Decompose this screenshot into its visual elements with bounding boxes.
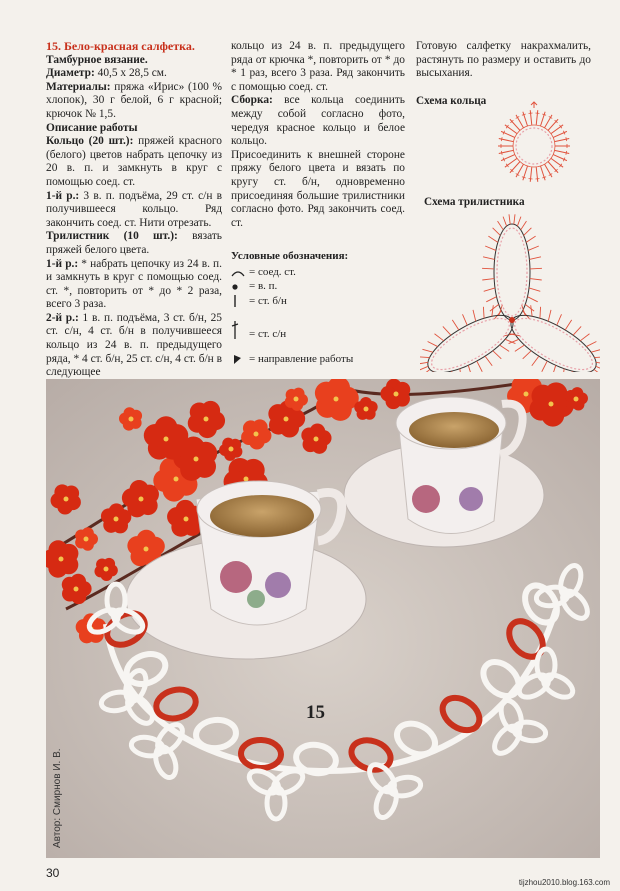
chain-stitch-icon: [231, 282, 245, 292]
assembly-instructions-2: Присоединить к внешней стороне пряжу белого цвета и вязать по кругу ст. б/н, одновременно присоединяя большие трилистники согласно фото. Ряд закончить соед. ст.: [231, 148, 405, 229]
slip-stitch-icon: [231, 268, 245, 278]
column-2: [231, 40, 405, 230]
trefoil-instructions: Трилистник (10 шт.): вязать пряжей белого цвета.: [46, 230, 222, 256]
article-title: 15. Бело-красная салфетка.: [46, 39, 195, 53]
materials-line: Материалы: пряжа «Ирис» (100 % хлопок), 30 г белой, 6 г красной; крючок № 1,5.: [46, 80, 222, 120]
page-number: 30: [46, 866, 60, 880]
description-heading: Описание работы: [46, 121, 138, 134]
diameter-line: Диаметр: 40,5 х 28,5 см.: [46, 67, 167, 80]
author-credit: Автор: Смирнов И. В.: [52, 748, 63, 848]
trefoil-scheme-title: Схема трилистника: [424, 196, 525, 208]
ring-scheme-diagram: [478, 100, 590, 192]
legend-title: Условные обозначения:: [231, 250, 349, 262]
single-crochet-icon: [231, 294, 245, 308]
double-crochet-icon: [231, 320, 245, 340]
ring-instructions: Кольцо (20 шт.): пряжей красного (белого) цветов набрать цепочку из 20 в. п. и замкнуть в круг с помощью соед. ст.: [46, 135, 223, 188]
trefoil-scheme-diagram: [420, 212, 600, 372]
technique-subtitle: Тамбурное вязание.: [46, 53, 148, 66]
finishing-instructions: Готовую салфетку накрахмалить, растянуть по размеру и оставить до высыхания.: [416, 40, 591, 80]
trefoil-row-2: 2-й р.: 1 в. п. подъёма, 3 ст. б/н, 25 ст. с/н, 4 ст. б/н в получившееся кольцо из 24 в. п. предыдущего ряда, * 4 ст. б/н, 25 ст. с/н, 4 ст. б/н в следующее: [46, 311, 223, 379]
site-watermark: tijzhou2010.blog.163.com: [518, 878, 610, 887]
direction-arrow-icon: [231, 352, 245, 366]
column-3: [416, 40, 591, 81]
doily-photo: [46, 379, 600, 858]
trefoil-row-2-continued: кольцо из 24 в. п. предыдущего ряда от крючка *, повторить от * до * 1 раз, всего 3 раза. Ряд закончить с помощью соед. ст.: [231, 40, 405, 93]
column-1: [46, 40, 222, 380]
ring-scheme-title: Схема кольца: [416, 95, 487, 107]
photo-number: 15: [306, 702, 325, 723]
ring-row-1: 1-й р.: 3 в. п. подъёма, 29 ст. с/н в получившееся кольцо. Ряд закончить соед. ст. Нити отрезать.: [46, 189, 223, 229]
trefoil-row-1: 1-й р.: * набрать цепочку из 24 в. п. и замкнуть в круг с помощью соед. ст. *, повторить от * до * 2 раза, всего 3 раза.: [46, 257, 222, 311]
assembly-instructions: Сборка: все кольца соединить между собой согласно фото, чередуя красное кольцо и белое кольцо.: [231, 94, 405, 148]
